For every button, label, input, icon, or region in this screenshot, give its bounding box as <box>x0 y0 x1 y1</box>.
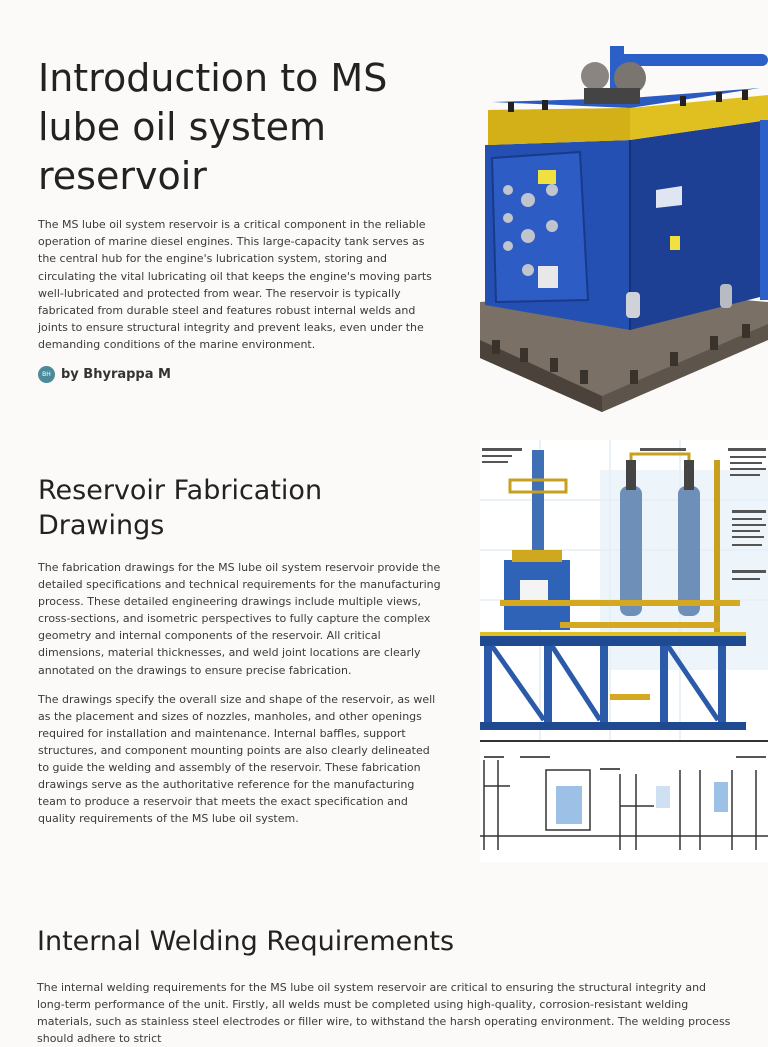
fabrication-paragraph-2: The drawings specify the overall size and shape of the reservoir, as well as the placement and sizes of nozzles, manholes, and other openings required for installation and maintenance. Internal baffles, support structures, and component mounting points are also clearly delineated to guide the welding and assembly of the reservoir. These fabrication drawings serve as the authoritative reference for the manufacturing team to produce a reservoir that meets the exact specification and quality requirements of the MS lube oil system. <box>38 692 436 826</box>
avatar: BH <box>38 366 55 383</box>
author-byline <box>38 365 171 383</box>
author-name: by Bhyrappa M <box>61 366 171 382</box>
welding-paragraph: The internal welding requirements for the MS lube oil system reservoir are critical to ensuring the structural integrity and long-term performance of the unit. Firstly, all welds must be completed using high-quality, corrosion-resistant welding materials, such as stainless steel electrodes or filler wire, to withstand the harsh operating environment. The welding process should adhere to strict <box>37 981 731 1046</box>
fabrication-paragraph-1: The fabrication drawings for the MS lube oil system reservoir provide the detailed specifications and technical requirements for the manufacturing process. These detailed engineering drawings include multiple views, cross-sections, and isometric perspectives to fully capture the complex geometry and internal components of the reservoir. All critical dimensions, material thicknesses, and weld joint locations are clearly annotated on the drawings to ensure precise fabrication. <box>38 561 441 677</box>
fabrication-drawing-illustration <box>480 440 768 862</box>
page-title: Introduction to MS lube oil system reservoir <box>38 56 388 198</box>
intro-paragraph: The MS lube oil system reservoir is a critical component in the reliable operation of marine diesel engines. This large-capacity tank serves as the central hub for the engine's lubrication system, storing and circulating the vital lubricating oil that keeps the engine's moving parts well-lubricated and protected from wear. The reservoir is typically fabricated from durable steel and features robust internal welds and joints to ensure structural integrity and prevent leaks, even under the demanding conditions of the marine environment. <box>38 218 432 352</box>
fabrication-body <box>38 559 443 827</box>
reservoir-illustration <box>480 40 768 412</box>
section-heading-fabrication: Reservoir Fabrication Drawings <box>38 475 323 541</box>
section-heading-welding: Internal Welding Requirements <box>37 926 455 957</box>
